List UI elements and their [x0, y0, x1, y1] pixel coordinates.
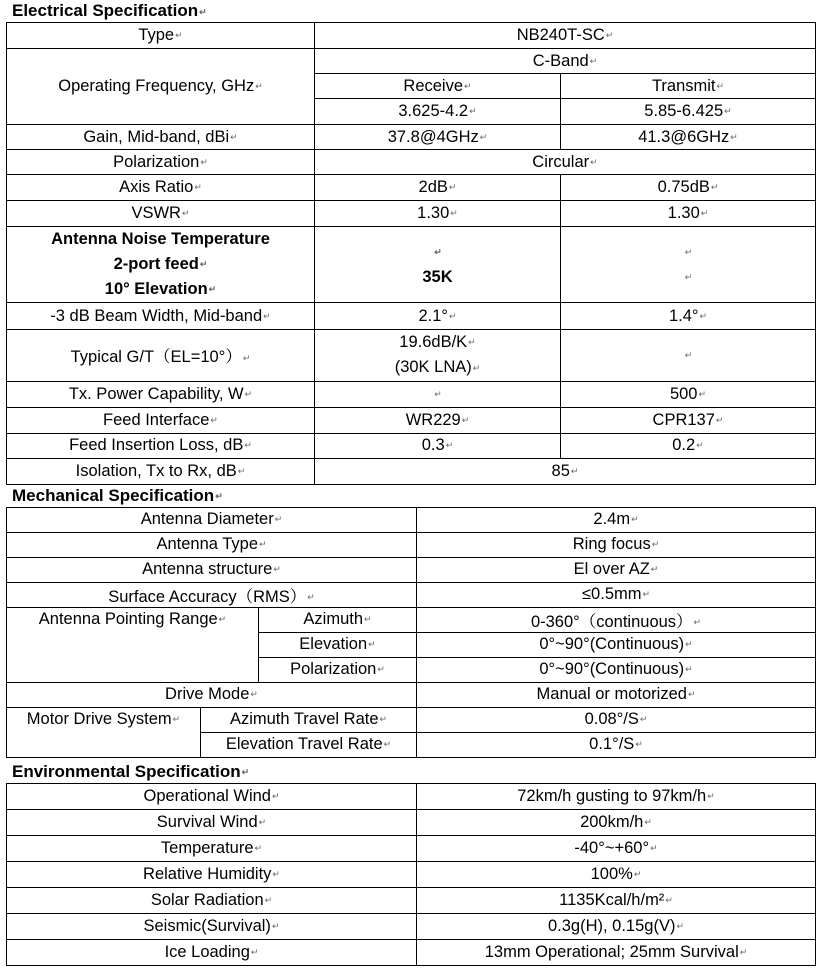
axis-ratio-label: Axis Ratio ↵ [7, 175, 315, 201]
gain-transmit: 41.3@6GHz ↵ [561, 125, 816, 150]
table-row [7, 582, 816, 607]
elevation-rate-label: Elevation Travel Rate ↵ [201, 732, 417, 757]
table-row [7, 707, 816, 732]
mechanical-spec-table [6, 507, 816, 758]
axis-ratio-transmit: 0.75dB ↵ [561, 175, 816, 201]
env-label: Seismic(Survival) ↵ [7, 913, 417, 939]
env-value: 72km/h gusting to 97km/h ↵ [417, 783, 816, 809]
table-row [7, 227, 816, 303]
environmental-spec-table [6, 783, 816, 966]
table-row [7, 458, 816, 484]
feed-interface-label: Feed Interface ↵ [7, 407, 315, 433]
antenna-type-label: Antenna Type ↵ [7, 532, 417, 557]
axis-ratio-receive: 2dB ↵ [315, 175, 561, 201]
vswr-transmit: 1.30 ↵ [561, 201, 816, 227]
noise-temperature-transmit [561, 227, 816, 303]
table-row [7, 532, 816, 557]
env-label: Survival Wind ↵ [7, 809, 417, 835]
motor-drive-label: Motor Drive System ↵ [7, 707, 201, 757]
receive-header: Receive ↵ [315, 74, 561, 99]
diameter-value: 2.4m ↵ [417, 507, 816, 532]
pointing-range-label: Antenna Pointing Range ↵ [7, 607, 259, 682]
transmit-header: Transmit ↵ [561, 74, 816, 99]
polarization-label: Polarization ↵ [7, 150, 315, 175]
drive-mode-label: Drive Mode ↵ [7, 682, 417, 707]
table-row [7, 201, 816, 227]
tx-power-label: Tx. Power Capability, W ↵ [7, 381, 315, 407]
table-row [7, 125, 816, 150]
table-row [7, 381, 816, 407]
azimuth-rate-value: 0.08°/S ↵ [417, 707, 816, 732]
drive-mode-value: Manual or motorized ↵ [417, 682, 816, 707]
table-row [7, 433, 816, 458]
gain-label: Gain, Mid-band, dBi ↵ [7, 125, 315, 150]
gt-receive: 19.6dB/K ↵ (30K LNA) ↵ [315, 330, 561, 381]
env-value: 13mm Operational; 25mm Survival ↵ [417, 939, 816, 965]
environmental-section-title: Environmental Specification ↵ [0, 761, 819, 783]
beam-width-receive: 2.1° ↵ [315, 303, 561, 330]
beam-width-label: -3 dB Beam Width, Mid-band ↵ [7, 303, 315, 330]
band-value: C-Band ↵ [315, 49, 816, 74]
table-row [7, 150, 816, 175]
elevation-label: Elevation ↵ [259, 632, 417, 657]
type-value: NB240T-SC ↵ [315, 23, 816, 49]
isolation-value: 85 ↵ [315, 458, 816, 484]
feed-loss-transmit: 0.2 ↵ [561, 433, 816, 458]
table-row [7, 939, 816, 965]
env-label: Temperature ↵ [7, 835, 417, 861]
diameter-label: Antenna Diameter ↵ [7, 507, 417, 532]
structure-value: El over AZ ↵ [417, 557, 816, 582]
env-value: 100% ↵ [417, 861, 816, 887]
azimuth-rate-label: Azimuth Travel Rate ↵ [201, 707, 417, 732]
polarization-value: Circular ↵ [315, 150, 816, 175]
transmit-frequency: 5.85-6.425 ↵ [561, 99, 816, 125]
env-label: Ice Loading ↵ [7, 939, 417, 965]
table-row [7, 303, 816, 330]
table-row [7, 861, 816, 887]
noise-temperature-receive: ↵ 35K [315, 227, 561, 303]
mechanical-section-title: Mechanical Specification ↵ [0, 485, 819, 507]
surface-accuracy-label: Surface Accuracy（RMS） ↵ [7, 582, 417, 607]
azimuth-label: Azimuth ↵ [259, 607, 417, 632]
tx-power-transmit: 500 ↵ [561, 381, 816, 407]
table-row [7, 835, 816, 861]
polarization-value: 0°~90°(Continuous) ↵ [417, 657, 816, 682]
beam-width-transmit: 1.4° ↵ [561, 303, 816, 330]
noise-temperature-label: Antenna Noise Temperature 2-port feed ↵ 10° Elevation ↵ [7, 227, 315, 303]
operating-frequency-label: Operating Frequency, GHz ↵ [7, 49, 315, 125]
type-label: Type ↵ [7, 23, 315, 49]
receive-frequency: 3.625-4.2 ↵ [315, 99, 561, 125]
isolation-label: Isolation, Tx to Rx, dB ↵ [7, 458, 315, 484]
antenna-type-value: Ring focus ↵ [417, 532, 816, 557]
table-row [7, 607, 816, 632]
vswr-label: VSWR ↵ [7, 201, 315, 227]
azimuth-value: 0-360°（continuous） ↵ [417, 607, 816, 632]
table-row [7, 913, 816, 939]
table-row [7, 783, 816, 809]
gain-receive: 37.8@4GHz ↵ [315, 125, 561, 150]
elevation-value: 0°~90°(Continuous) ↵ [417, 632, 816, 657]
surface-accuracy-value: ≤0.5mm ↵ [417, 582, 816, 607]
feed-interface-receive: WR229 ↵ [315, 407, 561, 433]
electrical-section-title: Electrical Specification ↵ [0, 0, 819, 22]
electrical-spec-table [6, 22, 816, 485]
polarization-label: Polarization ↵ [259, 657, 417, 682]
env-label: Relative Humidity ↵ [7, 861, 417, 887]
gt-transmit [561, 330, 816, 381]
table-row [7, 407, 816, 433]
vswr-receive: 1.30 ↵ [315, 201, 561, 227]
table-row [7, 507, 816, 532]
env-label: Operational Wind ↵ [7, 783, 417, 809]
table-row [7, 557, 816, 582]
table-row [7, 175, 816, 201]
table-row [7, 23, 816, 49]
table-row [7, 49, 816, 74]
tx-power-receive [315, 381, 561, 407]
gt-label: Typical G/T（EL=10°） ↵ [7, 330, 315, 381]
feed-loss-label: Feed Insertion Loss, dB ↵ [7, 433, 315, 458]
table-row [7, 330, 816, 381]
table-row [7, 682, 816, 707]
env-value: -40°~+60° ↵ [417, 835, 816, 861]
feed-loss-receive: 0.3 ↵ [315, 433, 561, 458]
structure-label: Antenna structure ↵ [7, 557, 417, 582]
elevation-rate-value: 0.1°/S ↵ [417, 732, 816, 757]
table-row [7, 887, 816, 913]
table-row [7, 809, 816, 835]
env-value: 200km/h ↵ [417, 809, 816, 835]
env-value: 1135Kcal/h/m² ↵ [417, 887, 816, 913]
feed-interface-transmit: CPR137 ↵ [561, 407, 816, 433]
env-label: Solar Radiation ↵ [7, 887, 417, 913]
env-value: 0.3g(H), 0.15g(V) ↵ [417, 913, 816, 939]
